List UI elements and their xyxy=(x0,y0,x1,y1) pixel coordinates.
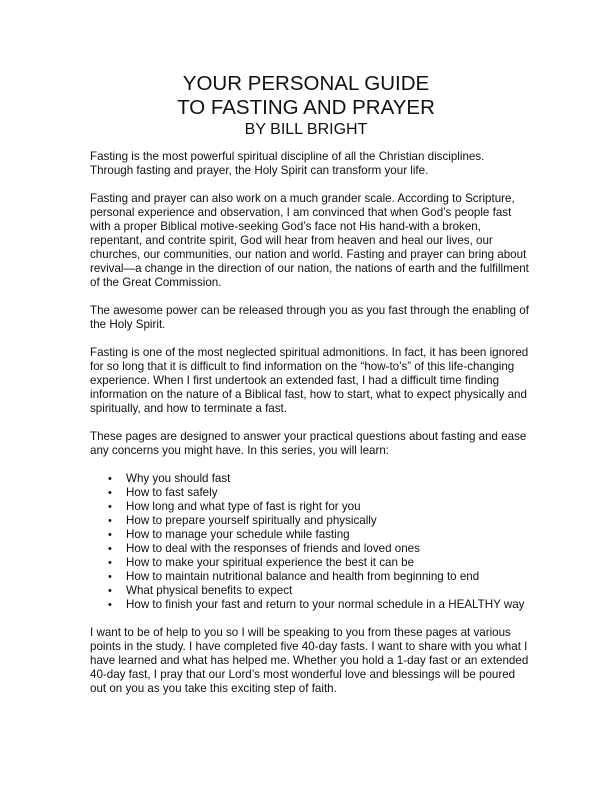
document-body xyxy=(90,150,530,710)
paragraph-grander-scale: Fasting and prayer can also work on a much grander scale. According to Scripture, personal experience and observation, I am convinced that when God’s people fast with a proper Biblical motive-seeking God’s face not His hand-with a broken, repentant, and contrite spirit, God will hear from heaven and heal our lives, our churches, our communities, our nation and world. Fasting and prayer can bring about revival—a change in the direction of our nation, the nations of earth and the fulfillment of the Great Commission. xyxy=(90,192,529,289)
list-item xyxy=(108,542,530,556)
list-item xyxy=(108,472,530,486)
title-line-2: TO FASTING AND PRAYER xyxy=(177,96,435,119)
paragraph-closing: I want to be of help to you so I will be speaking to you from these pages at various points in the study. I have completed five 40-day fasts. I want to share with you what I have learned and what has helped me. Whether you hold a 1-day fast or an extended 40-day fast, I pray that our Lord’s most wonderful love and blessings will be poured out on you as you take this exciting step of faith. xyxy=(90,626,529,695)
list-item-text: Why you should fast xyxy=(126,472,231,485)
list-item xyxy=(108,556,530,570)
list-item-text: How to finish your fast and return to your normal schedule in a HEALTHY way xyxy=(126,598,525,611)
bullet-icon: • xyxy=(108,515,112,527)
paragraph-these-pages: These pages are designed to answer your practical questions about fasting and ease any concerns you might have. In this series, you will learn: xyxy=(90,430,527,457)
list-item xyxy=(108,500,530,514)
list-item-text: How to fast safely xyxy=(126,486,218,499)
title-line-1: YOUR PERSONAL GUIDE xyxy=(182,72,430,95)
paragraph-intro: Fasting is the most powerful spiritual discipline of all the Christian disciplines. Through fasting and prayer, the Holy Spirit can transform your life. xyxy=(90,150,485,177)
paragraph-neglected: Fasting is one of the most neglected spiritual admonitions. In fact, it has been ignored for so long that it is difficult to find information on the “how-to’s” of this life-changing experience. When I first undertook an extended fast, I had a difficult time finding information on the nature of a Biblical fast, how to start, what to expect physically and spiritually, and how to terminate a fast. xyxy=(90,346,529,415)
list-item-text: How to prepare yourself spiritually and physically xyxy=(126,514,377,527)
list-item xyxy=(108,584,530,598)
bullet-icon: • xyxy=(108,599,112,611)
bullet-icon: • xyxy=(108,571,112,583)
list-item xyxy=(108,528,530,542)
bullet-icon: • xyxy=(108,473,112,485)
list-item-text: How to deal with the responses of friends and loved ones xyxy=(126,542,420,555)
list-item-text: How long and what type of fast is right for you xyxy=(126,500,361,513)
bullet-icon: • xyxy=(108,543,112,555)
list-item xyxy=(108,598,530,612)
list-item xyxy=(108,486,530,500)
list-item xyxy=(108,514,530,528)
list-item-text: What physical benefits to expect xyxy=(126,584,293,597)
list-item-text: How to manage your schedule while fasting xyxy=(126,528,350,541)
list-item-text: How to make your spiritual experience the best it can be xyxy=(126,556,415,569)
list-item-text: How to maintain nutritional balance and health from beginning to end xyxy=(126,570,480,583)
bullet-icon: • xyxy=(108,585,112,597)
list-item xyxy=(108,570,530,584)
bullet-icon: • xyxy=(108,529,112,541)
bullet-icon: • xyxy=(108,501,112,513)
learning-list xyxy=(90,472,530,612)
bullet-icon: • xyxy=(108,557,112,569)
bullet-icon: • xyxy=(108,487,112,499)
paragraph-awesome-power: The awesome power can be released through you as you fast through the enabling of the Holy Spirit. xyxy=(90,304,529,331)
author-byline: BY BILL BRIGHT xyxy=(244,121,368,138)
title-block xyxy=(0,72,612,139)
